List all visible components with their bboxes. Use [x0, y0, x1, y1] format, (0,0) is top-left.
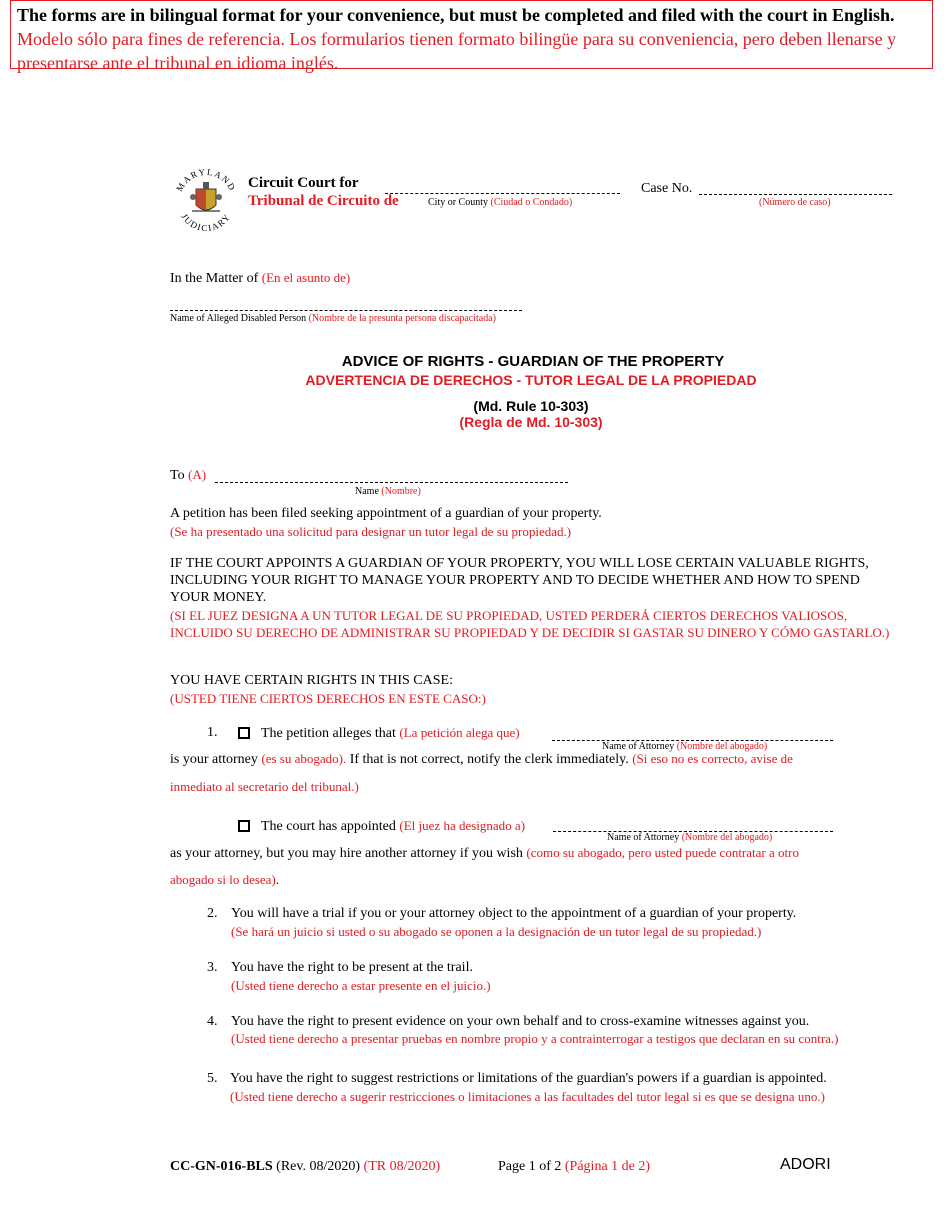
svg-text:JUDICIARY [179, 212, 232, 234]
item-1b-continuation [170, 845, 799, 862]
alleged-person-label-en: Name of Alleged Disabled Person [170, 313, 307, 324]
case-number-label-es: (Número de caso) [759, 197, 831, 208]
warning-text-es: (SI EL JUEZ DESIGNA A UN TUTOR LEGAL DE SU PROPIEDAD, USTED PERDERÁ CIERTOS DERECHOS VALIOSOS, INCLUIDO SU DERECHO DE ADMINISTRAR SU PROPIEDAD Y DE DECIDIR SI GASTAR SU DINERO Y CÓMO GASTARLO.) [170, 608, 890, 640]
to-name-label-es: (Nombre) [381, 486, 421, 497]
item-2-es: (Se hará un juicio si usted o su abogado se oponen a la designación de un tutor legal de su propiedad.) [231, 924, 762, 939]
item-3-es: (Usted tiene derecho a estar presente en el juicio.) [231, 978, 491, 993]
petition-text-en: A petition has been filed seeking appointment of a guardian of your property. [170, 506, 602, 521]
item-1b-en: The court has appointed [261, 819, 396, 834]
city-label-en: City or County [428, 197, 489, 208]
court-label-es: Tribunal de Circuito de [248, 193, 399, 209]
rule-en: (Md. Rule 10-303) [473, 398, 589, 414]
item-3-number: 3. [207, 960, 218, 975]
form-title-en: ADVICE OF RIGHTS - GUARDIAN OF THE PROPERTY [341, 353, 725, 370]
item-1a-cont2-es: (Si eso no es correcto, avise de [632, 751, 793, 766]
item-1a-cont-es: (es su abogado). [261, 751, 347, 766]
page-en: Page 1 of 2 [498, 1159, 562, 1174]
item-5-en: You have the right to suggest restrictions or limitations of the guardian's powers if a guardian is appointed. [230, 1071, 827, 1086]
item-2-number: 2. [207, 906, 218, 921]
city-field-label [428, 197, 572, 208]
item-4-en: You have the right to present evidence on your own behalf and to cross-examine witnesses against you. [231, 1014, 810, 1029]
appointed-attorney-label [607, 832, 772, 843]
seal-bottom-text: JUDICIARY [179, 211, 233, 234]
to-label [170, 467, 206, 484]
item-1b-cont2 [170, 872, 279, 888]
item-2-en: You will have a trial if you or your attorney object to the appointment of a guardian of your property. [231, 906, 797, 921]
footer-page-number [498, 1159, 650, 1175]
alleged-person-label [170, 313, 496, 324]
notice-english: The forms are in bilingual format for your convenience, but must be completed and filed with the court in English. [17, 5, 895, 25]
item-1a-cont-en: is your attorney [170, 752, 258, 767]
to-name-label-en: Name [355, 486, 379, 497]
item-1b-cont2-es: abogado si lo desea) [170, 872, 276, 887]
item-1a-cont2-en: If that is not correct, notify the clerk immediately. [346, 752, 629, 767]
item-1a-es: (La petición alega que) [399, 725, 520, 740]
form-title-es: ADVERTENCIA DE DERECHOS - TUTOR LEGAL DE LA PROPIEDAD [305, 372, 757, 388]
rights-intro-es: (USTED TIENE CIERTOS DERECHOS EN ESTE CASO:) [170, 691, 486, 706]
city-label-es: (Ciudad o Condado) [490, 197, 573, 208]
petition-attorney-checkbox[interactable] [238, 727, 250, 739]
rights-intro-en: YOU HAVE CERTAIN RIGHTS IN THIS CASE: [170, 673, 453, 688]
seal-icon [170, 163, 242, 235]
matter-label-en: In the Matter of [170, 271, 259, 286]
item-5-number: 5. [207, 1071, 218, 1086]
item-1b-cont-en: as your attorney, but you may hire another attorney if you wish [170, 846, 523, 861]
to-name-field[interactable] [215, 482, 568, 483]
to-label-en: To [170, 468, 185, 483]
item-1b-cont-es: (como su abogado, pero usted puede contratar a otro [526, 845, 799, 860]
item-5-es: (Usted tiene derecho a sugerir restricciones o limitaciones a las facultades del tutor legal si es que se designa uno.) [230, 1089, 825, 1104]
alleged-disabled-person-field[interactable] [170, 310, 522, 311]
item-3-en: You have the right to be present at the trail. [231, 960, 473, 975]
attorney-label-en-2: Name of Attorney [607, 832, 680, 843]
item-4-number: 4. [207, 1014, 218, 1029]
form-tr: (TR 08/2020) [363, 1159, 441, 1174]
matter-label [170, 270, 350, 287]
attorney-label-es-2: (Nombre del abogado) [681, 832, 773, 843]
item-1b-period: . [275, 872, 280, 887]
item-1b-es: (El juez ha designado a) [399, 818, 526, 833]
item-1a-text [261, 725, 520, 742]
item-1-number: 1. [207, 725, 218, 740]
case-number-label: Case No. [641, 181, 693, 196]
notice-spanish: Modelo sólo para fines de referencia. Los formularios tienen formato bilingüe para su conveniencia, pero deben llenarse y presentarse ante el tribunal en idioma inglés. [17, 29, 897, 73]
petition-text-es: (Se ha presentado una solicitud para designar un tutor legal de su propiedad.) [170, 524, 572, 539]
form-id: CC-GN-016-BLS [170, 1159, 273, 1174]
item-1a-en: The petition alleges that [261, 726, 396, 741]
form-rev: (Rev. 08/2020) [272, 1159, 361, 1174]
to-label-es: (A) [188, 467, 207, 482]
warning-text-en: IF THE COURT APPOINTS A GUARDIAN OF YOUR PROPERTY, YOU WILL LOSE CERTAIN VALUABLE RIGHTS, INCLUDING YOUR RIGHT TO MANAGE YOUR PROPERTY AND TO DECIDE WHETHER AND HOW TO SPEND YOUR MONEY. [170, 556, 869, 605]
court-city-field[interactable] [385, 193, 620, 194]
item-1b-text [261, 818, 525, 835]
footer-form-id [170, 1159, 440, 1175]
case-number-field[interactable] [699, 194, 892, 195]
bilingual-notice-banner [10, 0, 933, 73]
item-4-es: (Usted tiene derecho a presentar pruebas en nombre propio y a contrainterrogar a testigos que declaran en su contra.) [231, 1031, 839, 1046]
court-label-en: Circuit Court for [248, 175, 359, 191]
rule-es: (Regla de Md. 10-303) [459, 414, 603, 430]
item-1a-continuation [170, 751, 793, 768]
maryland-judiciary-seal [170, 163, 242, 235]
seal-top-text: MARYLAND [174, 166, 238, 194]
alleged-person-label-es: (Nombre de la presunta persona discapacitada) [308, 313, 497, 324]
page-es: (Página 1 de 2) [564, 1159, 651, 1174]
item-1a-cont3-es: inmediato al secretario del tribunal.) [170, 779, 359, 794]
attorney-label-en: Name of Attorney [602, 741, 675, 752]
footer-code: ADORI [780, 1156, 831, 1173]
court-appointed-attorney-checkbox[interactable] [238, 820, 250, 832]
to-name-label [355, 486, 421, 497]
attorney-label-es: (Nombre del abogado) [676, 741, 768, 752]
matter-label-es: (En el asunto de) [261, 270, 351, 285]
